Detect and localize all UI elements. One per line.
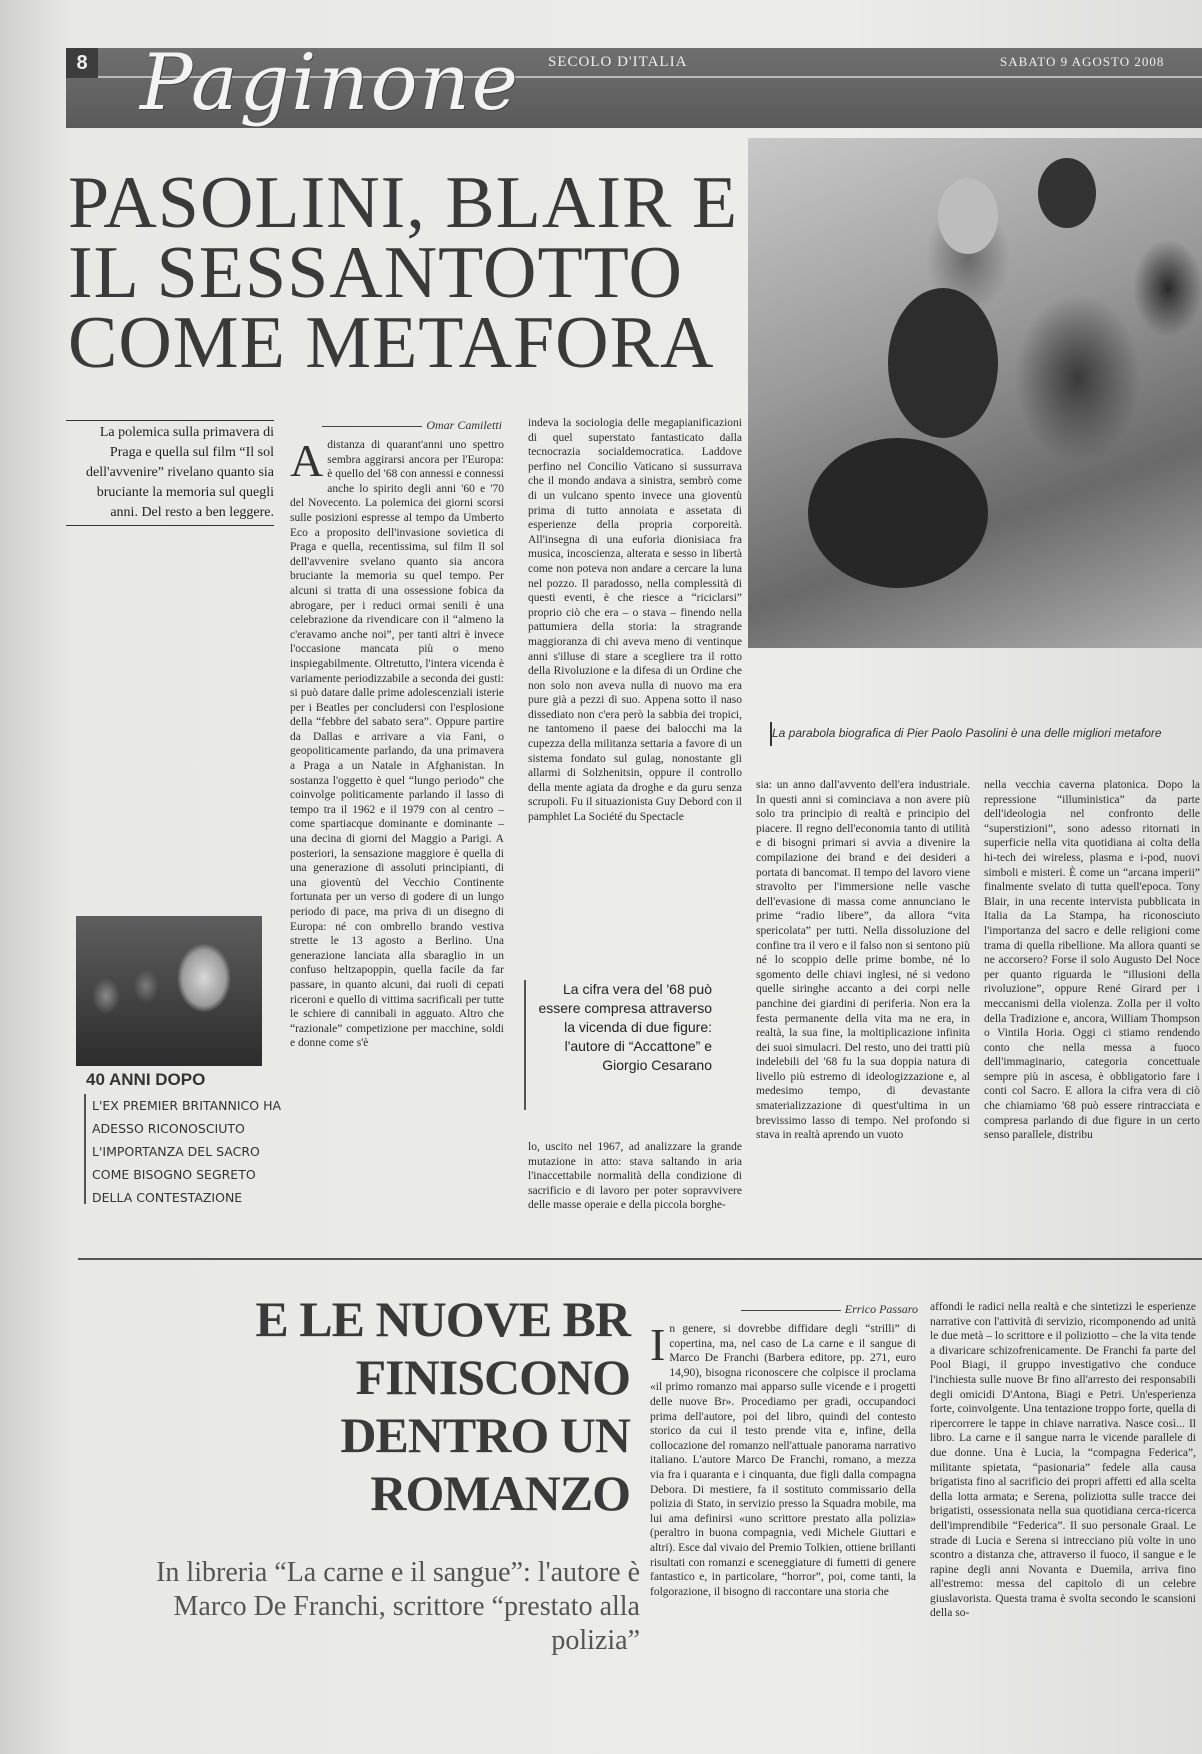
sidebar-title: 40 ANNI DOPO	[86, 1070, 206, 1089]
article-divider	[78, 1258, 1202, 1260]
sidebar-caption: L'EX PREMIER BRITANNICO HA ADESSO RICONOSCIUTO L'IMPORTANZA DEL SACRO COME BISOGNO SEGRETO DELLA CONTESTAZIONE	[92, 1098, 282, 1205]
byline-author: Omar Camiletti	[426, 418, 502, 432]
photo-figure-right	[1038, 158, 1096, 228]
article-column-2-continued: lo, uscito nel 1967, ad analizzare la grande mutazione in atto: stava saltando in aria l'inaccettabile normalità della condizione di sacrificio e di lavoro per poter sopravvivere delle masse operaie e della piccola borghe-	[528, 1141, 742, 1212]
byline-author: Errico Passaro	[844, 1302, 918, 1316]
page-number: 8	[66, 48, 98, 78]
article-byline	[290, 418, 502, 433]
article-column-4: nella vecchia caverna platonica. Dopo la repressione “illuministica” da parte dell'ideologia nel confronto delle “superstizioni”, sono adesso ritornati in superficie nella vita quotidiana ai colta della hi-tech dei wireless, plasma e i-pod, nuovi simboli e misteri. È come un “arcana imperii” finalmente svelato di tutta quell'epoca. Tony Blair, in una recente intervista pubblicata in Italia da La Stampa, ha riconosciuto l'importanza del sacro e delle religioni come trama di quella ribellione. Ma allora quanti se ne accorsero? Forse il solo Augusto Del Noce per quanto riguarda le “illusioni della rivoluzione”, oppure René Girard per i meccanismi della violenza. Zolla per il volto della Tradizione e, ancora, William Thompson o Vintila Horia. Oggi ci stiamo rendendo conto che nella messa a fuoco dell'immaginario, categoria concettuale sempre più in ascesa, è obbligatorio fare i conti col Sacro. E allora la cifra vera di ciò che chiamiamo '68 può essere rintracciata e compresa parlando di due figure in un certo senso parallele, distribu	[984, 779, 1200, 1142]
second-article-byline	[656, 1302, 918, 1317]
drop-cap: A	[290, 438, 324, 486]
article-headline: PASOLINI, BLAIR E IL SESSANTOTTO COME METAFORA	[68, 162, 739, 384]
photo-figure-body	[888, 288, 998, 438]
pasolini-photo	[748, 138, 1202, 648]
second-article-column-2: affondi le radici nella realtà e che sintetizzi le esperienze narrative con l'attività di servizio, ricomponendo ad unità le due metà – lo scrittore e il poliziotto – che la vita tende a divaricare schizofrenicamente. De Franchi fa parte del Pool Biagi, il gruppo investigativo che conduce l'inchiesta sulle nuove Br fino all'arresto dei responsabili degli omicidi D'Antona, Biagi e Petri. Un'esperienza forte, coinvolgente. Una tentazione troppo forte, quella di ripercorrere le tappe in chiave narrativa. Nasce così... Il libro. La carne e il sangue narra le vicende parallele di due donne. Una è Lucia, la “compagna Federica”, militante spietata, “pasionaria” fedele alla causa brigatista fino al sacrificio dei propri affetti ed alla scelta della lotta armata; e Serena, poliziotta sulle tracce dei brigatisti, ossessionata nella sua quotidiana cerca-ricerca dell'imprendibile “Federica”. Il suo personale Graal. Le strade di Lucia e Serena si intrecciano più volte in uno scontro a distanza che, attraverso il fuoco, il sangue e le rapine degli anni Novanta e Duemila, arriva fino all'estremo: messa del capitolo di un celebre giuslavorista. Questa trama è svolta secondo le scansioni della so-	[930, 1301, 1196, 1620]
article-column-2: indeva la sociologia delle megapianificazioni di quel superstato fantasticato dalla tecnocrazia socialdemocratica. Laddove perfino nel Concilio Vaticano si sussurrava che il mondo andava a sinistra, sembrò come di un vulcano spento invece una gioventù prima di tutto annoiata e assetata di esperienze della propria corporeità. All'insegna di una euforia dionisiaca fra musica, incoscienza, alterata e sesso in libertà come non poteva non andare a cercare la luna nel pozzo. Il paradosso, nella complessità di questi eventi, è che riesce a “riciclarsi” proprio ciò che era – o stava – finendo nella pattumiera della storia: la stragrande maggioranza di chi aveva meno di ventinque anni s'illuse di stare a scegliere tra il rotto della Rivoluzione e la difesa di un Ordine che non solo non aveva nulla di nuovo ma era pure già a pezzi di suo. Appena sotto il naso dissediato non c'era però la sabbia dei tropici, ne tantomeno il paese dei balocchi ma la cupezza della militanza settaria a favore di un sistema fondato sul gulag, nonostante gli allarmi di Solzhenitsin, oppure il controllo della mente agiata da droghe e da guru senza scrupoli. Fu il situazionista Guy Debord con il pamphlet La Société du Spectacle	[528, 417, 742, 824]
section-title: Paginone	[140, 38, 520, 128]
column-text: distanza di quarant'anni uno spettro sembra aggirarsi ancora per l'Europa: è quello del '68 con annessi e connessi anche lo spirito degli anni '60 e '70 del Novecento. La polemica dei giorni scorsi sulle posizioni espresse al tempo da Umberto Eco a proposito dell'invasione sovietica di Praga e quella, recentissima, sul film Il sol dell'avvenire svelano quanto sia ancora bruciante la memoria su quel tempo. Per alcuni si tratta di una ossessione fobica da abrogare, per i reduci ormai senili è una celebrazione da rivendicare con il “almeno la c'eravamo anche noi”, per tanti altri è invece l'occasione mancata più o meno inspiegabilmente. Oltretutto, l'intera vicenda è variamente periodizzabile a seconda dei gusti: si può datare dalle prime adolescenziali isterie per i Beatles per concludersi con l'esplosione della “febbre del sabato sera”. Oppure partire da Dallas e arrivare a via Fani, o geopoliticamente parlando, da una primavera a Praga a un Natale in Afghanistan. In sostanza l'oggetto è quel “lungo periodo” che coinvolge politicamente parlando il lasso di tempo tra il 1962 e il 1979 con al centro – come spartiacque dominante e dominante – una decina di giorni del Maggio a Parigi. A posteriori, la sensazione maggiore è quella di una generazione di assoluti principianti, di una gioventù del Vecchio Continente fortunata per un verso di godere di un lungo periodo di pace, ma priva di un disegno di Europa: né con ombrello brando vestiva strette le 13 agosto a Berlino. Una generazione lanciata alla sbaraglio in un confuso heltzapoppin, quella facile da far passare, in quanto alcuni, dai ruoli di cepati riceroni e quello di vittima sacrificali per tutte le schiere di cannibali in agguato. Altro che “razionale” competizione per macchine, soldi e donne come s'è	[290, 439, 504, 1050]
pull-quote: La cifra vera del '68 può essere compresa attraverso la vicenda di due figure: l'autore di “Accattone” e Giorgio Cesarano	[538, 981, 712, 1073]
article-column-3: sia: un anno dall'avvento dell'era industriale. In questi anni si cominciava a non avere più solo tra principio di realtà e principio del piacere. Il regno dell'economia tanto di utilità e di bisogni primari si avvia a divenire la compilazione dei brand e dei desideri a portata di bancomat. Il tempo del lavoro viene stravolto per l'immersione nelle vasche dell'evasione di massa come annunciano le prime “radio libere”, da allora “vita spericolata” per tutti. Nella dissoluzione del confine tra il vero e il falso non si sentono più né lo scoppio delle prime bombe, né lo sgomento delle chiavi inglesi, né si vedono quelle siringhe accanto a dei corpi nelle panchine dei giardini di periferia. Non era la festa permanente della vita ma ne era, in realtà, la sua fine, la moltiplicazione infinita dei suoi simulacri. Del resto, uno dei tratti più indelebili del '68 fu la sua doppia natura di livello più estremo di ideologizzazione e, al medesimo tempo, di devastante smaterializzazione di quest'ultima in un brevissimo lasso di tempo. Nel profondo si stava in realtà aprendo un vuoto	[756, 779, 970, 1142]
column-text: n genere, si dovrebbe diffidare degli “strilli” di copertina, ma, nel caso de La carne e il sangue di Marco De Franchi (Barbera editore, pp. 271, euro 14,90), bisogna riconoscere che colpisce il proclama «il primo romanzo mai apparso sulle vicende e i progetti delle nuove Br». Procediamo per gradi, occupandoci prima dell'autore, poi del libro, quindi del contesto storico da cui il testo prende vita e, infine, della collocazione del romanzo nell'attuale panorama narrativo italiano. L'autore Marco De Franchi, romano, a mezza via fra i quaranta e i cinquanta, due figli dalla compagna Debora. Di mestiere, fa il sostituto commissario della polizia di Stato, in servizio presso la Squadra mobile, ma lui ama definirsi «uno scrittore prestato alla polizia» (peraltro in buona compagnia, vedi Michele Giuttari e altri). Esce dal vivaio del Premio Tolkien, ottiene brillanti risultati con romanzi e sceneggiature di fumetti di genere fantastico e, in particolare, “horror”, poi, come tanti, la folgorazione, il bisogno di raccontare una storia che	[650, 1323, 916, 1598]
photo-figure-bottom	[808, 438, 988, 588]
article-kicker: La polemica sulla primavera di Praga e quella sul film “Il sol dell'avvenire” rivelano quanto sia bruciante la memoria sul quegli anni. Del resto a ben leggere.	[66, 420, 274, 526]
article-column-1	[290, 438, 504, 1240]
pullquote-rule	[524, 980, 526, 1110]
second-article-column-1	[650, 1322, 916, 1746]
byline-rule	[741, 1310, 841, 1311]
newspaper-name: SECOLO D'ITALIA	[548, 54, 688, 70]
byline-rule	[322, 426, 422, 427]
photo-caption: La parabola biografica di Pier Paolo Pasolini è una delle migliori metafore	[772, 726, 1162, 740]
photo-figure-head	[938, 178, 998, 254]
sidebar-rule	[84, 1094, 86, 1204]
blair-photo	[76, 916, 262, 1066]
issue-date: SABATO 9 AGOSTO 2008	[1000, 54, 1165, 69]
second-article-subhead: In libreria “La carne e il sangue”: l'autore è Marco De Franchi, scrittore “prestato alla polizia”	[156, 1557, 640, 1656]
second-article-headline: E LE NUOVE BR FINISCONO DENTRO UN ROMANZO	[255, 1291, 630, 1521]
drop-cap: I	[650, 1322, 666, 1370]
